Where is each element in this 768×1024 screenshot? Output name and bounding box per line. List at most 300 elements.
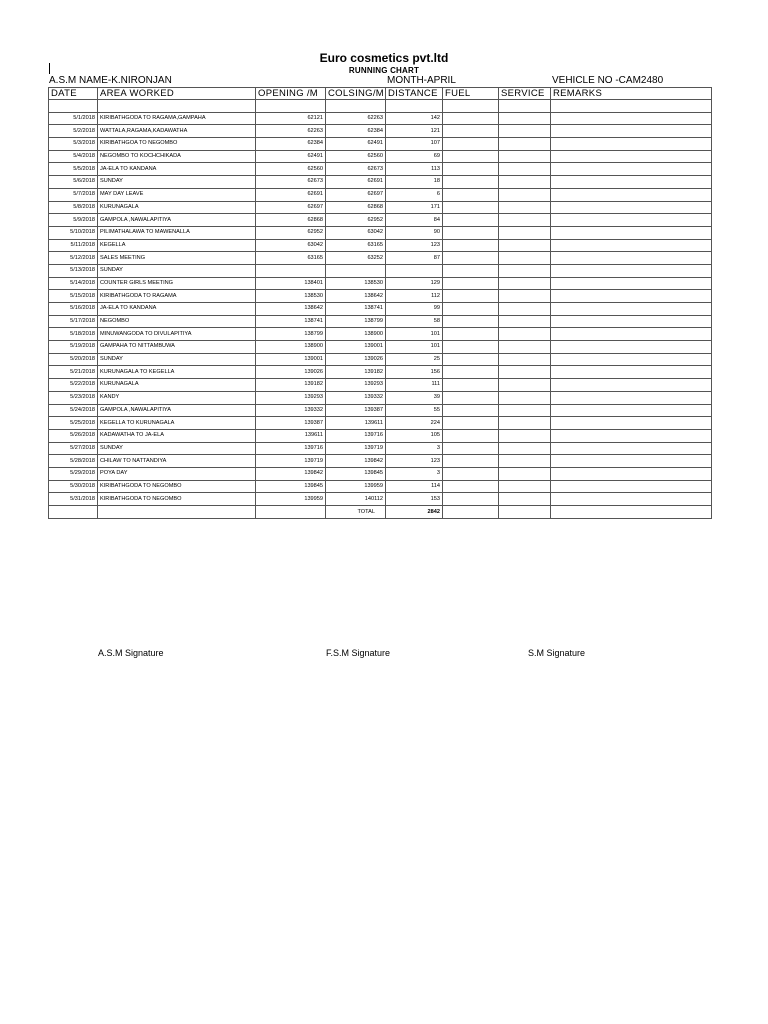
distance-cell: 123 xyxy=(386,455,443,468)
distance-cell: 84 xyxy=(386,214,443,227)
table-row xyxy=(49,264,712,277)
distance-cell: 18 xyxy=(386,176,443,189)
opening-cell: 139842 xyxy=(256,467,326,480)
closing-cell: 63042 xyxy=(326,226,386,239)
remarks-cell xyxy=(551,391,712,404)
area-cell: MAY DAY LEAVE xyxy=(98,188,256,201)
distance-cell: 87 xyxy=(386,252,443,265)
remarks-cell xyxy=(551,176,712,189)
date-cell: 5/26/2018 xyxy=(49,429,98,442)
table-row xyxy=(49,290,712,303)
remarks-cell xyxy=(551,252,712,265)
remarks-cell xyxy=(551,239,712,252)
service-cell xyxy=(499,163,551,176)
closing-cell: 62868 xyxy=(326,201,386,214)
area-cell: KEGELLA TO KURUNAGALA xyxy=(98,417,256,430)
closing-cell: 139001 xyxy=(326,341,386,354)
column-header: SERVICE xyxy=(499,88,551,100)
area-cell: SALES MEETING xyxy=(98,252,256,265)
service-cell xyxy=(499,150,551,163)
service-cell xyxy=(499,429,551,442)
asm-signature-label: A.S.M Signature xyxy=(98,648,164,658)
column-header: AREA WORKED xyxy=(98,88,256,100)
area-cell: KURUNAGALA xyxy=(98,201,256,214)
service-cell xyxy=(499,277,551,290)
opening-cell: 139026 xyxy=(256,366,326,379)
closing-cell: 63252 xyxy=(326,252,386,265)
closing-cell: 138642 xyxy=(326,290,386,303)
date-cell: 5/11/2018 xyxy=(49,239,98,252)
service-cell xyxy=(499,417,551,430)
service-cell xyxy=(499,226,551,239)
area-cell: NEGOMBO TO KOCHCHIKADA xyxy=(98,150,256,163)
remarks-cell xyxy=(551,277,712,290)
area-cell: GAMPOLA ,NAWALAPITIYA xyxy=(98,214,256,227)
fuel-cell xyxy=(443,328,499,341)
service-cell xyxy=(499,201,551,214)
table-row xyxy=(49,429,712,442)
column-header: DATE xyxy=(49,88,98,100)
remarks-cell xyxy=(551,379,712,392)
fuel-cell xyxy=(443,417,499,430)
fuel-cell xyxy=(443,442,499,455)
area-cell: MINUWANGODA TO DIVULAPITIYA xyxy=(98,328,256,341)
distance-cell: 111 xyxy=(386,379,443,392)
closing-cell: 139845 xyxy=(326,467,386,480)
fuel-cell xyxy=(443,303,499,316)
date-cell: 5/3/2018 xyxy=(49,138,98,151)
fuel-cell xyxy=(443,366,499,379)
table-row xyxy=(49,455,712,468)
area-cell: SUNDAY xyxy=(98,442,256,455)
table-row xyxy=(49,226,712,239)
fuel-cell xyxy=(443,353,499,366)
date-cell: 5/19/2018 xyxy=(49,341,98,354)
remarks-cell xyxy=(551,315,712,328)
distance-cell: 39 xyxy=(386,391,443,404)
service-cell xyxy=(499,252,551,265)
fuel-cell xyxy=(443,201,499,214)
fuel-cell xyxy=(443,176,499,189)
closing-cell: 62697 xyxy=(326,188,386,201)
date-cell: 5/22/2018 xyxy=(49,379,98,392)
opening-cell: 62263 xyxy=(256,125,326,138)
remarks-cell xyxy=(551,188,712,201)
service-cell xyxy=(499,353,551,366)
opening-cell: 63042 xyxy=(256,239,326,252)
date-cell: 5/13/2018 xyxy=(49,264,98,277)
fuel-cell xyxy=(443,252,499,265)
remarks-cell xyxy=(551,112,712,125)
closing-cell: 140112 xyxy=(326,493,386,506)
table-row xyxy=(49,125,712,138)
table-row xyxy=(49,480,712,493)
distance-cell: 129 xyxy=(386,277,443,290)
remarks-cell xyxy=(551,353,712,366)
vehicle-number: VEHICLE NO -CAM2480 xyxy=(552,75,664,86)
area-cell: JA-ELA TO KANDANA xyxy=(98,303,256,316)
area-cell: NEGOMBO xyxy=(98,315,256,328)
area-cell: WATTALA,RAGAMA,KADAWATHA xyxy=(98,125,256,138)
remarks-cell xyxy=(551,328,712,341)
asm-name: A.S.M NAME-K.NIRONJAN xyxy=(49,75,172,86)
area-cell: CHILAW TO NATTANDIYA xyxy=(98,455,256,468)
table-row xyxy=(49,417,712,430)
service-cell xyxy=(499,366,551,379)
table-row xyxy=(49,138,712,151)
service-cell xyxy=(499,341,551,354)
opening-cell: 62560 xyxy=(256,163,326,176)
remarks-cell xyxy=(551,264,712,277)
area-cell: KADAWATHA TO JA-ELA xyxy=(98,429,256,442)
fuel-cell xyxy=(443,429,499,442)
date-cell: 5/20/2018 xyxy=(49,353,98,366)
fuel-cell xyxy=(443,493,499,506)
date-cell: 5/5/2018 xyxy=(49,163,98,176)
opening-cell: 139719 xyxy=(256,455,326,468)
opening-cell: 139959 xyxy=(256,493,326,506)
fuel-cell xyxy=(443,277,499,290)
closing-cell: 139293 xyxy=(326,379,386,392)
fuel-cell xyxy=(443,341,499,354)
area-cell: KURUNAGALA TO KEGELLA xyxy=(98,366,256,379)
service-cell xyxy=(499,480,551,493)
closing-cell: 62384 xyxy=(326,125,386,138)
date-cell: 5/17/2018 xyxy=(49,315,98,328)
remarks-cell xyxy=(551,138,712,151)
date-cell: 5/14/2018 xyxy=(49,277,98,290)
fuel-cell xyxy=(443,480,499,493)
date-cell: 5/2/2018 xyxy=(49,125,98,138)
table-row xyxy=(49,391,712,404)
area-cell: KANDY xyxy=(98,391,256,404)
column-header: REMARKS xyxy=(551,88,712,100)
opening-cell: 139001 xyxy=(256,353,326,366)
remarks-cell xyxy=(551,467,712,480)
company-title: Euro cosmetics pvt.ltd xyxy=(319,51,449,65)
fuel-cell xyxy=(443,163,499,176)
column-header: DISTANCE xyxy=(386,88,443,100)
fuel-cell xyxy=(443,150,499,163)
table-row xyxy=(49,467,712,480)
closing-cell: 139182 xyxy=(326,366,386,379)
service-cell xyxy=(499,125,551,138)
area-cell: KIRIBATHGODA TO RAGAMA,GAMPAHA xyxy=(98,112,256,125)
area-cell: KIRIBATHGODA TO RAGAMA xyxy=(98,290,256,303)
area-cell: KIRIBATHGOA TO NEGOMBO xyxy=(98,138,256,151)
distance-cell: 3 xyxy=(386,467,443,480)
opening-cell: 139716 xyxy=(256,442,326,455)
area-cell: POYA DAY xyxy=(98,467,256,480)
distance-cell: 90 xyxy=(386,226,443,239)
sm-signature-label: S.M Signature xyxy=(528,648,586,658)
opening-cell: 63165 xyxy=(256,252,326,265)
distance-cell: 107 xyxy=(386,138,443,151)
remarks-cell xyxy=(551,341,712,354)
table-row xyxy=(49,315,712,328)
date-cell: 5/16/2018 xyxy=(49,303,98,316)
table-row xyxy=(49,379,712,392)
closing-cell: 62952 xyxy=(326,214,386,227)
closing-cell xyxy=(326,264,386,277)
table-header-row xyxy=(49,88,712,100)
month-label: MONTH-APRIL xyxy=(387,75,456,86)
total-value: 2842 xyxy=(386,506,443,519)
fuel-cell xyxy=(443,391,499,404)
table-row xyxy=(49,366,712,379)
table-row xyxy=(49,201,712,214)
service-cell xyxy=(499,188,551,201)
area-cell: GAMPAHA TO NITTAMBUWA xyxy=(98,341,256,354)
text-cursor xyxy=(49,63,50,74)
distance-cell: 142 xyxy=(386,112,443,125)
opening-cell: 139293 xyxy=(256,391,326,404)
service-cell xyxy=(499,328,551,341)
distance-cell: 25 xyxy=(386,353,443,366)
closing-cell: 62491 xyxy=(326,138,386,151)
table-row xyxy=(49,277,712,290)
date-cell: 5/28/2018 xyxy=(49,455,98,468)
date-cell: 5/8/2018 xyxy=(49,201,98,214)
opening-cell: 62121 xyxy=(256,112,326,125)
distance-cell: 121 xyxy=(386,125,443,138)
table-row xyxy=(49,341,712,354)
remarks-cell xyxy=(551,150,712,163)
table-row xyxy=(49,442,712,455)
opening-cell: 139845 xyxy=(256,480,326,493)
table-row xyxy=(49,252,712,265)
closing-cell: 138741 xyxy=(326,303,386,316)
service-cell xyxy=(499,303,551,316)
closing-cell: 139719 xyxy=(326,442,386,455)
table-row xyxy=(49,150,712,163)
total-row xyxy=(49,506,712,519)
distance-cell: 3 xyxy=(386,442,443,455)
opening-cell: 62384 xyxy=(256,138,326,151)
table-row xyxy=(49,176,712,189)
service-cell xyxy=(499,290,551,303)
fuel-cell xyxy=(443,112,499,125)
distance-cell: 99 xyxy=(386,303,443,316)
service-cell xyxy=(499,264,551,277)
distance-cell: 114 xyxy=(386,480,443,493)
opening-cell: 138741 xyxy=(256,315,326,328)
service-cell xyxy=(499,315,551,328)
chart-title: RUNNING CHART xyxy=(348,66,420,75)
remarks-cell xyxy=(551,404,712,417)
service-cell xyxy=(499,467,551,480)
closing-cell: 138799 xyxy=(326,315,386,328)
fuel-cell xyxy=(443,239,499,252)
opening-cell: 62952 xyxy=(256,226,326,239)
date-cell: 5/29/2018 xyxy=(49,467,98,480)
opening-cell: 62697 xyxy=(256,201,326,214)
distance-cell: 113 xyxy=(386,163,443,176)
date-cell: 5/15/2018 xyxy=(49,290,98,303)
distance-cell: 112 xyxy=(386,290,443,303)
closing-cell: 139959 xyxy=(326,480,386,493)
service-cell xyxy=(499,442,551,455)
opening-cell: 139387 xyxy=(256,417,326,430)
area-cell: KIRIBATHGODA TO NEGOMBO xyxy=(98,480,256,493)
running-chart-table xyxy=(48,87,712,519)
fsm-signature-label: F.S.M Signature xyxy=(326,648,391,658)
area-cell: PILIMATHALAWA TO MAWENALLA xyxy=(98,226,256,239)
remarks-cell xyxy=(551,480,712,493)
opening-cell: 139332 xyxy=(256,404,326,417)
opening-cell: 62491 xyxy=(256,150,326,163)
fuel-cell xyxy=(443,467,499,480)
opening-cell: 62868 xyxy=(256,214,326,227)
closing-cell: 139026 xyxy=(326,353,386,366)
opening-cell: 138900 xyxy=(256,341,326,354)
table-row xyxy=(49,214,712,227)
remarks-cell xyxy=(551,417,712,430)
fuel-cell xyxy=(443,125,499,138)
service-cell xyxy=(499,379,551,392)
opening-cell: 138530 xyxy=(256,290,326,303)
date-cell: 5/4/2018 xyxy=(49,150,98,163)
distance-cell: 171 xyxy=(386,201,443,214)
fuel-cell xyxy=(443,226,499,239)
date-cell: 5/10/2018 xyxy=(49,226,98,239)
service-cell xyxy=(499,112,551,125)
distance-cell: 101 xyxy=(386,341,443,354)
date-cell: 5/31/2018 xyxy=(49,493,98,506)
remarks-cell xyxy=(551,214,712,227)
closing-cell: 62673 xyxy=(326,163,386,176)
distance-cell: 101 xyxy=(386,328,443,341)
opening-cell: 139182 xyxy=(256,379,326,392)
closing-cell: 139387 xyxy=(326,404,386,417)
fuel-cell xyxy=(443,379,499,392)
table-row xyxy=(49,239,712,252)
area-cell: SUNDAY xyxy=(98,264,256,277)
date-cell: 5/27/2018 xyxy=(49,442,98,455)
service-cell xyxy=(499,404,551,417)
column-header: FUEL xyxy=(443,88,499,100)
closing-cell: 62691 xyxy=(326,176,386,189)
distance-cell: 153 xyxy=(386,493,443,506)
service-cell xyxy=(499,138,551,151)
remarks-cell xyxy=(551,163,712,176)
opening-cell: 62673 xyxy=(256,176,326,189)
opening-cell: 139611 xyxy=(256,429,326,442)
fuel-cell xyxy=(443,455,499,468)
closing-cell: 63165 xyxy=(326,239,386,252)
date-cell: 5/23/2018 xyxy=(49,391,98,404)
closing-cell: 139842 xyxy=(326,455,386,468)
fuel-cell xyxy=(443,138,499,151)
distance-cell: 105 xyxy=(386,429,443,442)
remarks-cell xyxy=(551,226,712,239)
date-cell: 5/25/2018 xyxy=(49,417,98,430)
opening-cell: 138401 xyxy=(256,277,326,290)
area-cell: SUNDAY xyxy=(98,353,256,366)
table-row xyxy=(49,328,712,341)
table-row xyxy=(49,303,712,316)
area-cell: SUNDAY xyxy=(98,176,256,189)
distance-cell xyxy=(386,264,443,277)
fuel-cell xyxy=(443,264,499,277)
date-cell: 5/30/2018 xyxy=(49,480,98,493)
service-cell xyxy=(499,239,551,252)
table-row xyxy=(49,353,712,366)
remarks-cell xyxy=(551,366,712,379)
date-cell: 5/12/2018 xyxy=(49,252,98,265)
service-cell xyxy=(499,214,551,227)
area-cell: KEGELLA xyxy=(98,239,256,252)
closing-cell: 138900 xyxy=(326,328,386,341)
date-cell: 5/6/2018 xyxy=(49,176,98,189)
fuel-cell xyxy=(443,188,499,201)
service-cell xyxy=(499,176,551,189)
distance-cell: 58 xyxy=(386,315,443,328)
remarks-cell xyxy=(551,429,712,442)
area-cell: JA-ELA TO KANDANA xyxy=(98,163,256,176)
date-cell: 5/7/2018 xyxy=(49,188,98,201)
closing-cell: 62560 xyxy=(326,150,386,163)
closing-cell: 138530 xyxy=(326,277,386,290)
closing-cell: 62263 xyxy=(326,112,386,125)
area-cell: KIRIBATHGODA TO NEGOMBO xyxy=(98,493,256,506)
date-cell: 5/9/2018 xyxy=(49,214,98,227)
table-row xyxy=(49,404,712,417)
distance-cell: 123 xyxy=(386,239,443,252)
opening-cell: 138642 xyxy=(256,303,326,316)
remarks-cell xyxy=(551,455,712,468)
closing-cell: 139716 xyxy=(326,429,386,442)
distance-cell: 69 xyxy=(386,150,443,163)
distance-cell: 55 xyxy=(386,404,443,417)
table-row xyxy=(49,163,712,176)
opening-cell: 138799 xyxy=(256,328,326,341)
service-cell xyxy=(499,493,551,506)
date-cell: 5/24/2018 xyxy=(49,404,98,417)
date-cell: 5/1/2018 xyxy=(49,112,98,125)
remarks-cell xyxy=(551,442,712,455)
fuel-cell xyxy=(443,214,499,227)
column-header: COLSING/M xyxy=(326,88,386,100)
distance-cell: 6 xyxy=(386,188,443,201)
table-row xyxy=(49,112,712,125)
opening-cell xyxy=(256,264,326,277)
fuel-cell xyxy=(443,315,499,328)
closing-cell: 139332 xyxy=(326,391,386,404)
area-cell: GAMPOLA ,NAWALAPITIYA xyxy=(98,404,256,417)
remarks-cell xyxy=(551,125,712,138)
service-cell xyxy=(499,391,551,404)
remarks-cell xyxy=(551,303,712,316)
area-cell: KURUNAGALA xyxy=(98,379,256,392)
remarks-cell xyxy=(551,201,712,214)
fuel-cell xyxy=(443,290,499,303)
closing-cell: 139611 xyxy=(326,417,386,430)
remarks-cell xyxy=(551,493,712,506)
date-cell: 5/18/2018 xyxy=(49,328,98,341)
distance-cell: 156 xyxy=(386,366,443,379)
remarks-cell xyxy=(551,290,712,303)
fuel-cell xyxy=(443,404,499,417)
column-header: OPENING /M xyxy=(256,88,326,100)
total-label: TOTAL xyxy=(326,506,386,519)
table-row xyxy=(49,188,712,201)
table-row xyxy=(49,493,712,506)
distance-cell: 224 xyxy=(386,417,443,430)
service-cell xyxy=(499,455,551,468)
opening-cell: 62691 xyxy=(256,188,326,201)
area-cell: COUNTER GIRLS MEETING xyxy=(98,277,256,290)
